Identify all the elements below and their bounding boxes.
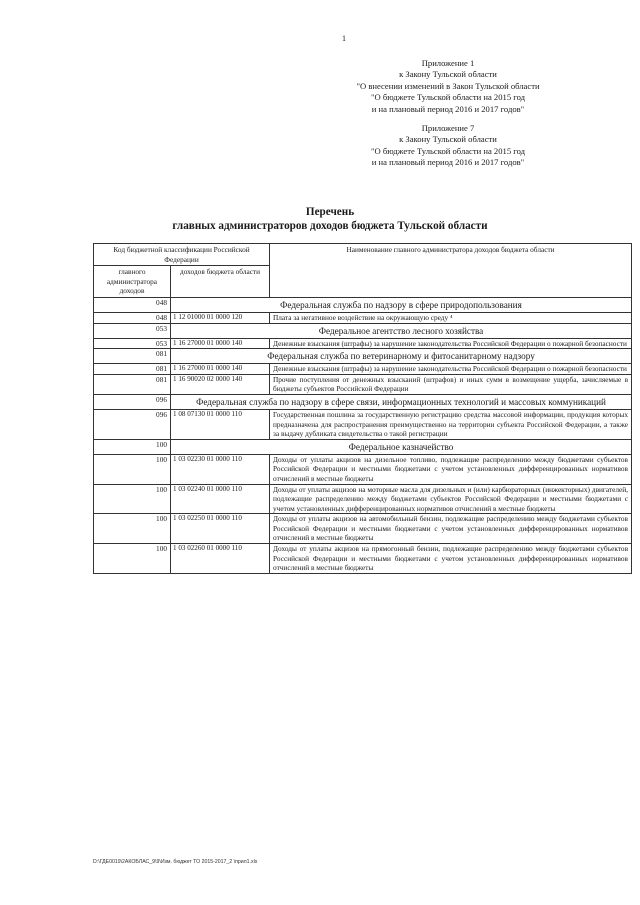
table-row-organization (94, 323, 632, 338)
admin-code-cell: 081 (94, 374, 171, 394)
income-name-cell: Государственная пошлина за государственную регистрацию средства массовой информации, продукция которых предназначена для распространения преимущественно на территории субъекта Российской Федерации, а также за выдачу дубликата свидетельства о такой регистрации (270, 409, 632, 439)
administrators-table (93, 243, 632, 574)
income-code-cell: 1 12 01000 01 0000 120 (171, 312, 270, 323)
admin-code-cell: 048 (94, 312, 171, 323)
table-row-organization (94, 297, 632, 312)
table-header-row (94, 244, 632, 266)
income-name-cell: Денежные взыскания (штрафы) за нарушение законодательства Российской Федерации о пожарной безопасности (270, 338, 632, 349)
table-row-income (94, 312, 632, 323)
table-row-income (94, 484, 632, 514)
admin-code-cell: 096 (94, 394, 171, 409)
income-name-cell: Денежные взыскания (штрафы) за нарушение законодательства Российской Федерации о пожарной безопасности (270, 364, 632, 375)
income-name-cell: Плата за негативное воздействие на окружающую среду ⁴ (270, 312, 632, 323)
income-code-cell: 1 03 02240 01 0000 110 (171, 484, 270, 514)
organization-name-cell: Федеральная служба по надзору в сфере связи, информационных технологий и массовых коммуникаций (171, 394, 632, 409)
table-row-income (94, 374, 632, 394)
income-name-cell: Доходы от уплаты акцизов на дизельное топливо, подлежащие распределению между бюджетами субъектов Российской Федерации и местными бюджетами с учетом установленных дифференцированных нормативов отчислений в местные бюджеты (270, 454, 632, 484)
appendix-line: и на плановый период 2016 и 2017 годов" (371, 157, 525, 168)
table-row-income (94, 514, 632, 544)
table-row-income (94, 454, 632, 484)
page-mark: 1 (342, 34, 346, 43)
admin-code-cell: 100 (94, 514, 171, 544)
income-code-cell: 1 16 27000 01 0000 140 (171, 338, 270, 349)
appendix-line: "О бюджете Тульской области на 2015 год (371, 145, 525, 156)
admin-code-cell: 100 (94, 544, 171, 574)
income-code-cell: 1 03 02260 01 0000 110 (171, 544, 270, 574)
appendix-line: Приложение 1 (421, 58, 475, 68)
appendix-line: "О бюджете Тульской области на 2015 год (371, 92, 525, 103)
document-subtitle: главных администраторов доходов бюджета Тульской области (172, 220, 488, 232)
income-code-cell: 1 08 07130 01 0000 110 (171, 409, 270, 439)
admin-code-cell: 100 (94, 454, 171, 484)
income-code-cell: 1 16 90020 02 0000 140 (171, 374, 270, 394)
appendix-7-heading (318, 123, 578, 169)
appendix-line: к Закону Тульской области (399, 134, 497, 145)
appendix-line: "О внесении изменений в Закон Тульской области (356, 80, 540, 91)
admin-code-cell: 096 (94, 409, 171, 439)
admin-code-cell: 053 (94, 338, 171, 349)
admin-code-cell: 081 (94, 349, 171, 364)
header-code-group: Код бюджетной классификации Российской Федерации (94, 244, 270, 266)
appendix-line: к Закону Тульской области (399, 69, 497, 80)
appendix-1-heading (318, 58, 578, 115)
income-name-cell: Доходы от уплаты акцизов на моторные масла для дизельных и (или) карбюраторных (инжекторных) двигателей, подлежащие распределению между бюджетами субъектов Российской Федерации и местными бюджетами с учетом установленных дифференцированных нормативов отчислений в местные бюджеты (270, 484, 632, 514)
administrators-table-wrapper (93, 243, 631, 574)
admin-code-cell: 053 (94, 323, 171, 338)
appendix-line: и на плановый период 2016 и 2017 годов" (371, 103, 525, 114)
table-row-organization (94, 439, 632, 454)
income-code-cell: 1 03 02230 01 0000 110 (171, 454, 270, 484)
income-name-cell: Прочие поступления от денежных взысканий (штрафов) и иных сумм в возмещение ущерба, зачисляемые в бюджеты субъектов Российской Федерации (270, 374, 632, 394)
income-name-cell: Доходы от уплаты акцизов на прямогонный бензин, подлежащие распределению между бюджетами субъектов Российской Федерации и местными бюджетами с учетом установленных дифференцированных нормативов отчислений в местные бюджеты (270, 544, 632, 574)
income-code-cell: 1 03 02250 01 0000 110 (171, 514, 270, 544)
header-admin-code: главного администратора доходов (94, 266, 171, 298)
appendix-line: Приложение 7 (421, 123, 475, 133)
table-body (94, 297, 632, 573)
header-income-code: доходов бюджета области (171, 266, 270, 298)
admin-code-cell: 100 (94, 439, 171, 454)
table-row-income (94, 544, 632, 574)
footer-file-path: D:\ГДЕ0019\2АКОБЛАС_9\9\Изм. бюджет ТО 2015-2017_2 \прил1.xls (93, 859, 258, 865)
table-row-organization (94, 394, 632, 409)
table-row-income (94, 409, 632, 439)
admin-code-cell: 100 (94, 484, 171, 514)
admin-code-cell: 048 (94, 297, 171, 312)
organization-name-cell: Федеральное агентство лесного хозяйства (171, 323, 632, 338)
document-title: Перечень (305, 206, 355, 218)
table-row-income (94, 364, 632, 375)
income-name-cell: Доходы от уплаты акцизов на автомобильный бензин, подлежащие распределению между бюджетами субъектов Российской Федерации и местными бюджетами с учетом установленных дифференцированных нормативов отчислений в местные бюджеты (270, 514, 632, 544)
admin-code-cell: 081 (94, 364, 171, 375)
table-row-income (94, 338, 632, 349)
organization-name-cell: Федеральная служба по ветеринарному и фитосанитарному надзору (171, 349, 632, 364)
organization-name-cell: Федеральное казначейство (171, 439, 632, 454)
income-code-cell: 1 16 27000 01 0000 140 (171, 364, 270, 375)
header-name: Наименование главного администратора доходов бюджета области (270, 244, 632, 298)
table-row-organization (94, 349, 632, 364)
organization-name-cell: Федеральная служба по надзору в сфере природопользования (171, 297, 632, 312)
